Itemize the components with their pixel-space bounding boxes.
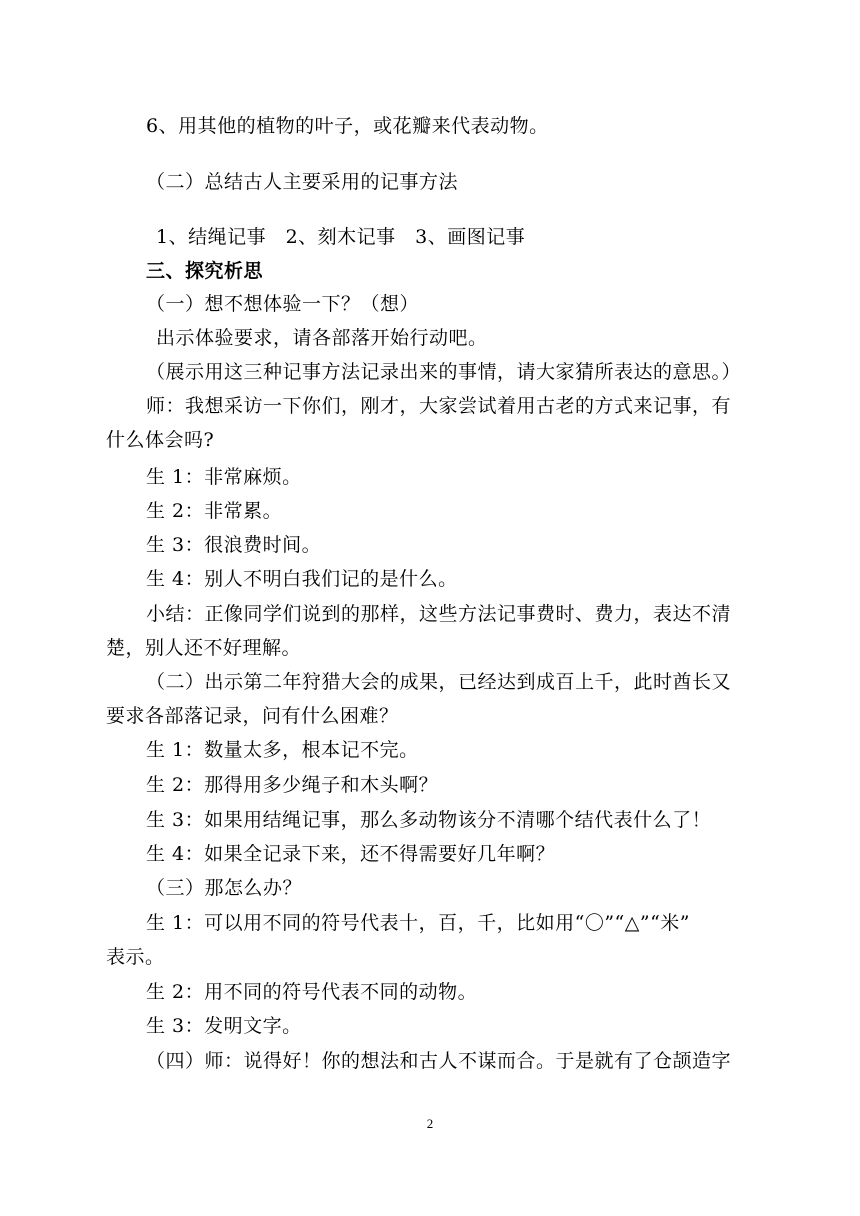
text-line: （一）想不想体验一下？（想） (146, 293, 420, 315)
text-line: 生 2：用不同的符号代表不同的动物。 (146, 981, 478, 1003)
text-line: 生 3：如果用结绳记事，那么多动物该分不清哪个结代表什么了！ (146, 809, 712, 831)
text-line: 楚，别人还不好理解。 (106, 637, 302, 659)
text-line: 师：我想采访一下你们，刚才，大家尝试着用古老的方式来记事，有 (146, 395, 732, 417)
text-line: （四）师：说得好！你的想法和古人不谋而合。于是就有了仓颉造字 (146, 1050, 732, 1072)
text-line: 要求各部落记录，问有什么困难？ (106, 705, 399, 727)
text-line: 出示体验要求，请各部落开始行动吧。 (156, 327, 488, 349)
text-line: 6、用其他的植物的叶子，或花瓣来代表动物。 (146, 115, 549, 137)
text-line: （二）出示第二年狩猎大会的成果，已经达到成百上千，此时酋长又 (146, 671, 732, 693)
text-line: 1、结绳记事 2、刻木记事 3、画图记事 (156, 226, 526, 248)
section-heading: 三、探究析思 (146, 260, 264, 282)
text-line: 生 3：很浪费时间。 (146, 534, 322, 556)
text-line: 生 4：别人不明白我们记的是什么。 (146, 568, 458, 590)
page-number: 2 (426, 1116, 434, 1131)
text-line: 生 4：如果全记录下来，还不得需要好几年啊？ (146, 843, 556, 865)
text-line: 生 3：发明文字。 (146, 1015, 302, 1037)
text-line: 生 1：数量太多，根本记不完。 (146, 739, 419, 761)
text-line: 生 2：那得用多少绳子和木头啊？ (146, 774, 439, 796)
text-line: 什么体会吗? (106, 429, 215, 451)
text-line: 生 1：非常麻烦。 (146, 466, 302, 488)
text-line: 小结：正像同学们说到的那样，这些方法记事费时、费力，表达不清 (146, 603, 732, 625)
text-line: （展示用这三种记事方法记录出来的事情，请大家猜所表达的意思。） (146, 361, 742, 383)
text-line: 生 2：非常累。 (146, 500, 283, 522)
text-line: （三）那怎么办？ (146, 877, 303, 899)
text-line: 生 1：可以用不同的符号代表十，百，千，比如用“〇”“△”“米” (146, 912, 691, 934)
text-line: 表示。 (106, 946, 165, 968)
section-subheading: （二）总结古人主要采用的记事方法 (146, 171, 459, 193)
